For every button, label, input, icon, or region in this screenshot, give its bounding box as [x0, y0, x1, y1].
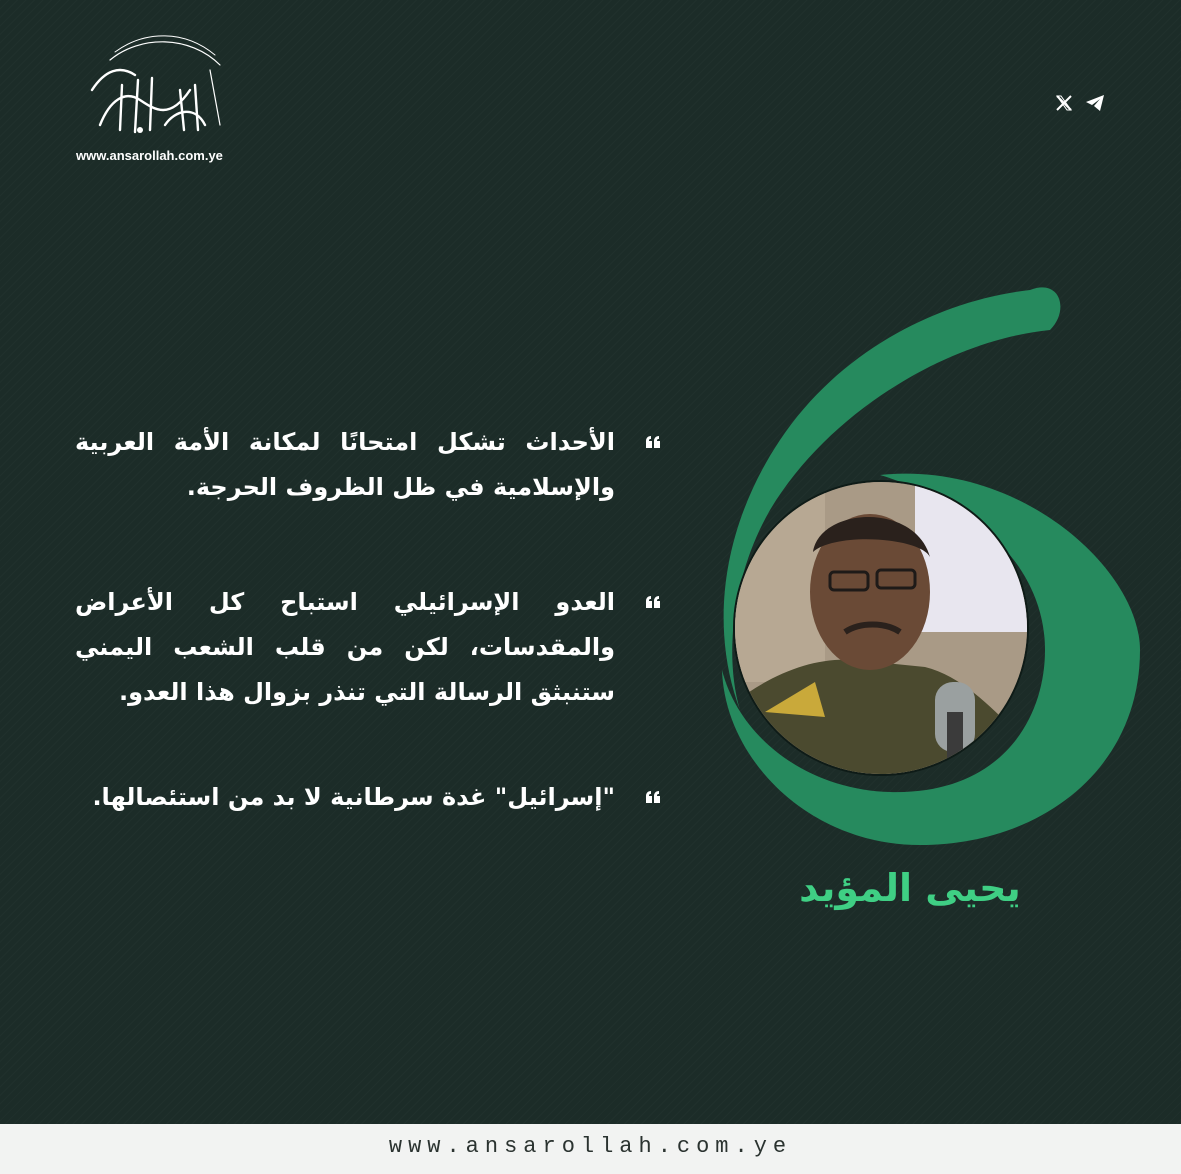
logo-url-text: www.ansarollah.com.ye [76, 148, 223, 163]
quote-item [75, 775, 665, 820]
x-icon[interactable] [1055, 94, 1073, 112]
speaker-name: يحيى المؤيد [799, 866, 1021, 910]
quote-mark-icon [645, 435, 661, 449]
quote-mark-icon [645, 595, 661, 609]
quote-text: الأحداث تشكل امتحانًا لمكانة الأمة العربية والإسلامية في ظل الظروف الحرجة. [75, 428, 615, 501]
quote-mark-icon [645, 790, 661, 804]
calligraphy-logo-icon [80, 30, 230, 145]
social-icons [1055, 94, 1103, 112]
quote-item [75, 420, 665, 510]
quotes-list [75, 420, 665, 820]
quote-text: العدو الإسرائيلي استباح كل الأعراض والمقدسات، لكن من قلب الشعب اليمني ستنبثق الرسالة التي تنذر بزوال هذا العدو. [75, 588, 615, 706]
quote-item [75, 580, 665, 715]
telegram-icon[interactable] [1085, 94, 1103, 112]
speaker-photo [733, 480, 1029, 776]
quote-text: "إسرائيل" غدة سرطانية لا بد من استئصالها. [92, 783, 615, 811]
footer-url-bar: www.ansarollah.com.ye [0, 1124, 1181, 1174]
ansarollah-logo [76, 30, 236, 165]
